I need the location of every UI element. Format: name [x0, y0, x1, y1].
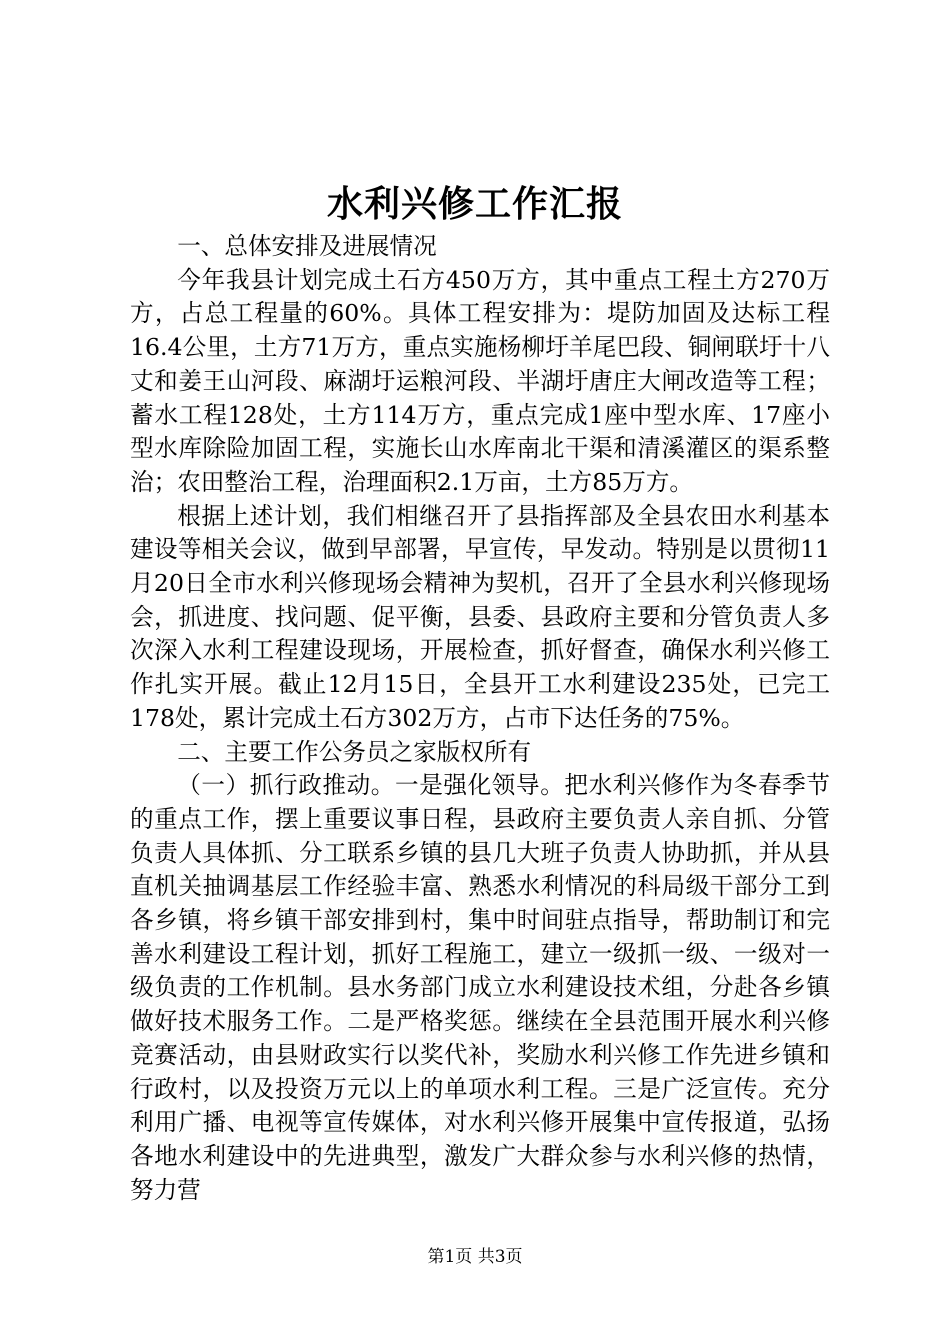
page-footer	[0, 1245, 950, 1269]
document-title: 水利兴修工作汇报	[326, 183, 623, 225]
section-heading-main-work: 二、主要工作公务员之家版权所有	[177, 737, 532, 766]
document-body	[130, 230, 830, 1207]
page-total: 共3页	[477, 1247, 523, 1267]
section-heading-overview: 一、总体安排及进展情况	[177, 232, 437, 260]
page-number: 第1页	[427, 1247, 473, 1267]
paragraph-plan: 今年我县计划完成土石方450万方，其中重点工程土方270万方，占总工程量的60%。具体工程安排为：堤防加固及达标工程16.4公里，土方71万方，重点实施杨柳圩羊尾巴段、铜闸联圩十八丈和姜王山河段、麻湖圩运粮河段、半湖圩唐庄大闸改造等工程；蓄水工程128处，土方114万方，重点完成1座中型水库、17座小型水库除险加固工程，实施长山水库南北干渠和清溪灌区的渠系整治；农田整治工程，治理面积2.1万亩，土方85万方。	[130, 265, 830, 496]
paragraph-progress: 根据上述计划，我们相继召开了县指挥部及全县农田水利基本建设等相关会议，做到早部署，早宣传，早发动。特别是以贯彻11月20日全市水利兴修现场会精神为契机，召开了全县水利兴修现场会，抓进度、找问题、促平衡，县委、县政府主要和分管负责人多次深入水利工程建设现场，开展检查，抓好督查，确保水利兴修工作扎实开展。截止12月15日，全县开工水利建设235处，已完工178处，累计完成土石方302万方，占市下达任务的75%。	[130, 501, 830, 732]
paragraph-administrative-push: （一）抓行政推动。一是强化领导。把水利兴修作为冬春季节的重点工作，摆上重要议事日程，县政府主要负责人亲自抓、分管负责人具体抓、分工联系乡镇的县几大班子负责人协助抓，并从县直机关抽调基层工作经验丰富、熟悉水利情况的科局级干部分工到各乡镇，将乡镇干部安排到村，集中时间驻点指导，帮助制订和完善水利建设工程计划，抓好工程施工，建立一级抓一级、一级对一级负责的工作机制。县水务部门成立水利建设技术组，分赴各乡镇做好技术服务工作。二是严格奖惩。继续在全县范围开展水利兴修竞赛活动，由县财政实行以奖代补，奖励水利兴修工作先进乡镇和行政村，以及投资万元以上的单项水利工程。三是广泛宣传。充分利用广播、电视等宣传媒体，对水利兴修开展集中宣传报道，弘扬各地水利建设中的先进典型，激发广大群众参与水利兴修的热情，努力营	[130, 771, 830, 1204]
